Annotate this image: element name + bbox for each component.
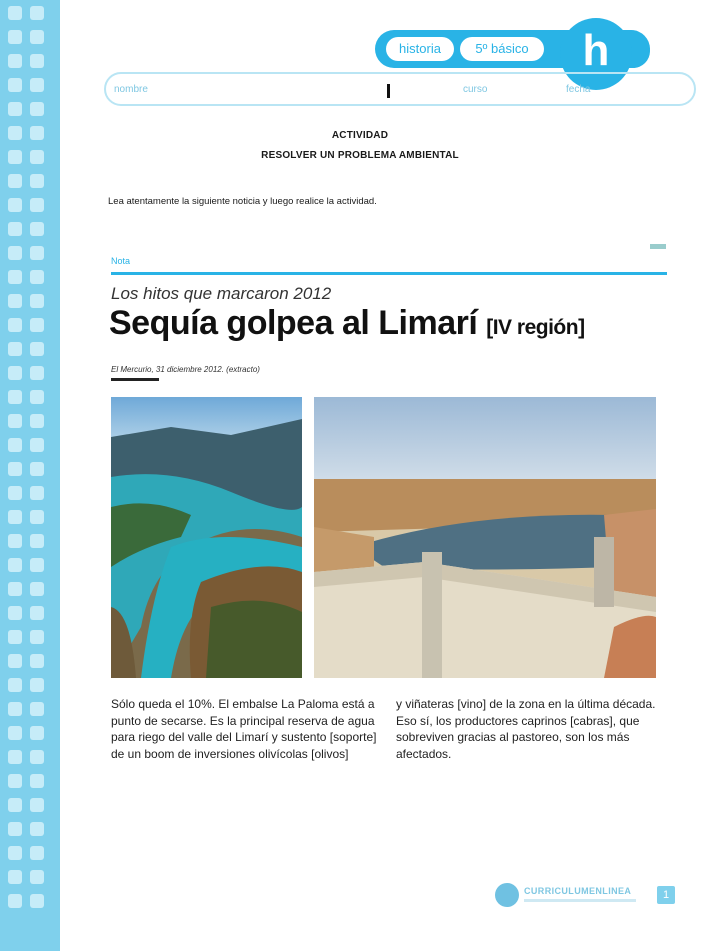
binding-hole [30,606,44,620]
page-number: 1 [657,886,675,904]
instructions: Lea atentamente la siguiente noticia y luego realice la actividad. [108,196,377,207]
binding-hole [8,870,22,884]
binding-hole [30,198,44,212]
binding-hole [30,750,44,764]
binding-hole [8,606,22,620]
binding-hole [8,246,22,260]
grade-tag: 5º básico [460,37,544,61]
binding-hole [30,702,44,716]
binding-hole [8,318,22,332]
article-body-column-2: y viñateras [vino] de la zona en la última década. Eso sí, los productores caprinos [cabras], que sobreviven gracias al pastoreo, son los más afectados. [396,697,656,761]
binding-hole [8,534,22,548]
binding-hole [30,510,44,524]
course-field-label: curso [463,84,488,95]
subject-tag: historia [386,37,454,61]
article-kicker: Los hitos que marcaron 2012 [111,284,332,303]
binding-hole [30,558,44,572]
notebook-binding [0,0,60,951]
binding-hole [30,30,44,44]
binding-hole [30,366,44,380]
binding-hole [30,54,44,68]
binding-hole [8,78,22,92]
reservoir-aerial-photo [111,397,302,678]
footer-tagline-bar [524,899,636,902]
binding-hole [8,6,22,20]
binding-hole [30,462,44,476]
binding-hole [8,678,22,692]
date-field-label: fecha [566,84,591,95]
binding-hole [8,750,22,764]
article-body-column-1: Sólo queda el 10%. El embalse La Paloma está a punto de secarse. Es la principal reserva de agua para riego del valle del Limarí y sustento [soporte] de un boom de inversiones olivícolas [olivos] [111,697,377,761]
binding-hole [30,798,44,812]
binding-hole [8,30,22,44]
clipping-mark [650,244,666,249]
binding-hole [8,630,22,644]
binding-hole [8,462,22,476]
binding-hole [30,726,44,740]
binding-hole [30,342,44,356]
headline-region: [IV región] [486,316,585,339]
binding-hole [8,894,22,908]
binding-hole [30,654,44,668]
student-info-bar[interactable] [104,72,696,106]
binding-hole [30,582,44,596]
footer-brand: CURRICULUMENLINEA [524,886,632,896]
binding-hole [8,270,22,284]
source-underline [111,378,159,381]
binding-hole [8,174,22,188]
binding-hole [30,630,44,644]
section-rule [111,272,667,275]
binding-hole [8,654,22,668]
binding-hole [30,318,44,332]
name-field-label: nombre [114,84,148,95]
binding-hole [30,102,44,116]
binding-hole [8,774,22,788]
binding-hole [30,174,44,188]
binding-hole [8,414,22,428]
article-source: El Mercurio, 31 diciembre 2012. (extracto) [111,365,260,374]
text-cursor [387,84,390,98]
binding-hole [8,822,22,836]
binding-hole [30,846,44,860]
binding-hole [8,702,22,716]
binding-hole [30,246,44,260]
activity-subtitle: RESOLVER UN PROBLEMA AMBIENTAL [261,150,459,161]
binding-hole [8,510,22,524]
binding-hole [8,102,22,116]
binding-hole [8,198,22,212]
binding-hole [8,558,22,572]
dam-photo [314,397,656,678]
activity-title: ACTIVIDAD [331,130,389,141]
binding-hole [30,294,44,308]
binding-hole [30,6,44,20]
binding-hole [30,822,44,836]
binding-hole [30,486,44,500]
binding-hole [8,366,22,380]
binding-hole [30,678,44,692]
binding-hole [30,222,44,236]
binding-hole [8,486,22,500]
binding-hole [8,294,22,308]
binding-hole [30,438,44,452]
binding-hole [8,54,22,68]
article-headline [109,304,585,343]
binding-hole [8,342,22,356]
binding-hole [8,390,22,404]
binding-hole [30,870,44,884]
section-label: Nota [111,256,131,266]
headline-text: Sequía golpea al Limarí [109,304,478,342]
binding-hole [30,390,44,404]
binding-hole [30,894,44,908]
binding-hole [8,222,22,236]
binding-hole [30,534,44,548]
binding-hole [30,78,44,92]
binding-hole [8,726,22,740]
binding-hole [8,438,22,452]
brand-logo: h [560,18,632,90]
binding-hole [30,774,44,788]
binding-hole [8,582,22,596]
curriculum-logo-icon [495,883,519,907]
binding-hole [30,270,44,284]
binding-hole [8,846,22,860]
binding-hole [30,414,44,428]
binding-hole [8,798,22,812]
